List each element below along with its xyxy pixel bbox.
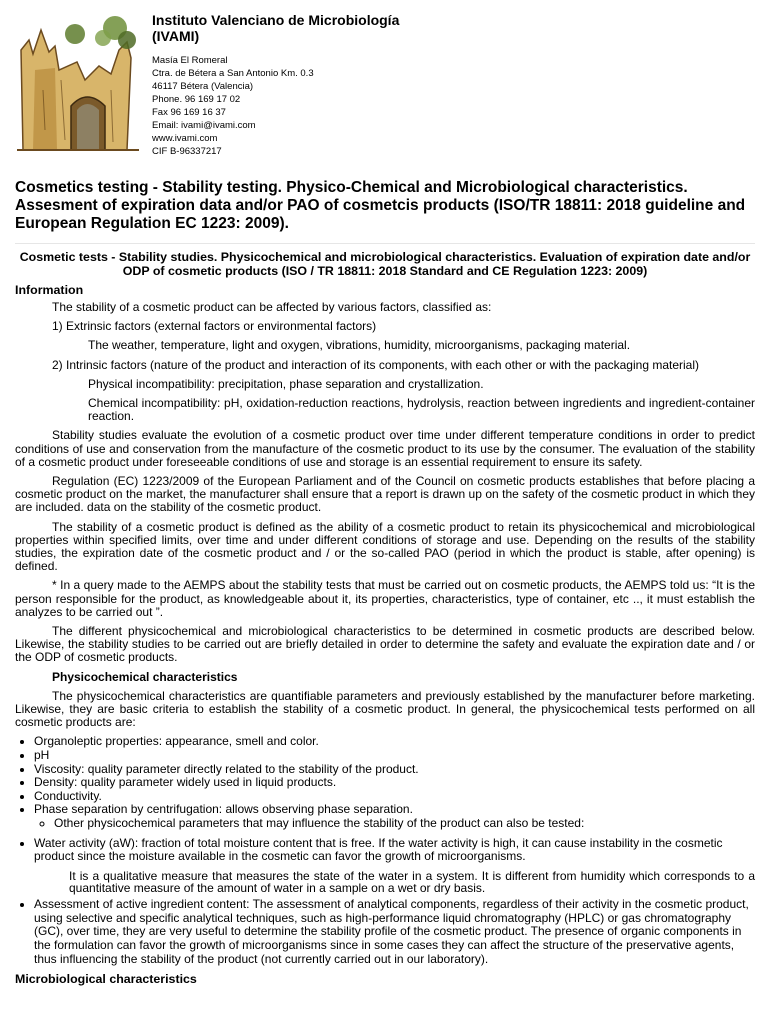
list-item-active-ingredient: • Assessment of active ingredient content: The assessment of analytical components, regardless of their activity in the cosmetic product, using selective and specific analytical techniques, such as high-performance liquid chromatography (HPLC) or gas chromatography (GC), over time, they are very useful to determine the stability profile of the cosmetic product. The presence of organic components in the formulation can favor the growth of microorganisms since in some cases they can affect the structure of the preservative agents, thus influencing the stability of the product (not currently carried out in our laboratory).	[34, 898, 755, 966]
section-heading-microbiological: Microbiological characteristics	[15, 972, 197, 987]
list-item-text: Phase separation by centrifugation: allows observing phase separation.	[34, 802, 413, 817]
institute-info	[152, 12, 399, 158]
institute-name: Instituto Valenciano de Microbiología (IVAMI)	[152, 12, 400, 44]
sub-list	[34, 817, 755, 831]
water-activity-text: Water activity (aW): fraction of total moisture content that is free. If the water activity is high, it can cause instability in the cosmetic product since the moisture available in the cosmetic can favor the growth of microorganisms.	[34, 835, 723, 864]
chemical-incompatibility: Chemical incompatibility: pH, oxidation-reduction reactions, hydrolysis, reaction between ingredients and ingredient-container reaction.	[88, 396, 755, 424]
section-heading-physicochemical: Physicochemical characteristics	[52, 669, 238, 684]
intro-text: The stability of a cosmetic product can be affected by various factors, classified as:	[52, 300, 492, 314]
water-activity-note: It is a qualitative measure that measures the state of the water in a system. It is different from humidity which corresponds to a quantitative measure of the amount of water in a sample on a wet or dry basis.	[69, 868, 755, 896]
factor-extrinsic-desc: The weather, temperature, light and oxygen, vibrations, humidity, microorganisms, packaging material.	[88, 338, 631, 353]
article-subtitle: Cosmetic tests - Stability studies. Physicochemical and microbiological characteristics. Evaluation of expiration date and/or ODP of cosmetic products (ISO / TR 18811: 2018 Standard and CE Regulation 1223: 2009)	[19, 250, 751, 278]
divider	[15, 243, 755, 244]
fax-line: Fax 96 169 16 37	[152, 107, 226, 118]
list-item-water-activity	[34, 837, 755, 864]
paragraph-stability-definition: The stability of a cosmetic product is defined as the ability of a cosmetic product to retain its physicochemical and microbiological properties within specified limits, over time and under different conditions of storage and use. Depending on the results of the stability studies, the expiration date of the cosmetic product and / or the so-called PAO (period in which the product is stable, after opening) is defined.	[15, 519, 755, 574]
email-line[interactable]: Email: ivami@ivami.com	[152, 120, 256, 131]
factor-intrinsic-label: 2) Intrinsic factors (nature of the product and interaction of its components, with each other or with the packaging material)	[52, 357, 699, 372]
list-item: • Conductivity.	[34, 790, 755, 804]
paragraph-characteristics-intro: The different physicochemical and microbiological characteristics to be determined in cosmetic products are described below. Likewise, the stability studies to be carried out are briefly detailed in order to determine the safety and evaluate the expiration date and / or the ODP of cosmetic products.	[15, 624, 755, 665]
institute-address	[152, 54, 399, 158]
phone-line: Phone. 96 169 17 02	[152, 94, 241, 105]
paragraph-aemps-query: * In a query made to the AEMPS about the stability tests that must be carried out on cosmetic products, the AEMPS told us: “It is the person responsible for the product, as knowledgeable about it, its properties, characteristics, type of container, etc .., it must establish the analyzes to be carried out ”.	[15, 578, 755, 619]
water-activity-list	[15, 837, 755, 864]
paragraph-physicochemical: The physicochemical characteristics are quantifiable parameters and previously established by the manufacturer before marketing. Likewise, they are basic criteria to establish the stability of a cosmetic product. In general, the physicochemical tests performed on all cosmetic products are:	[15, 688, 755, 730]
active-ingredient-list	[15, 898, 755, 966]
physical-incompatibility: Physical incompatibility: precipitation, phase separation and crystallization.	[88, 376, 484, 391]
paragraph-stability-studies: Stability studies evaluate the evolution of a cosmetic product over time under different temperature conditions in order to predict conditions of use and conservation from the manufacture of the cosmetic product to its use by the consumer. The evaluation of the stability of a cosmetic product under foreseeable conditions of use and storage is an essential requirement to ensure its safety.	[15, 428, 755, 469]
sub-list-item: ◦ Other physicochemical parameters that may influence the stability of the product can also be tested:	[54, 817, 755, 831]
list-item: • Density: quality parameter widely used in liquid products.	[34, 776, 755, 790]
section-heading-information: Information	[15, 283, 84, 297]
list-item	[34, 803, 755, 830]
list-item: • Viscosity: quality parameter directly related to the stability of the product.	[34, 763, 755, 777]
cif-line: CIF B-96337217	[152, 146, 222, 157]
article-body	[15, 250, 755, 990]
page-header	[15, 10, 755, 160]
list-item: • Organoleptic properties: appearance, smell and color.	[34, 735, 755, 749]
page-title: Cosmetics testing - Stability testing. Physico-Chemical and Microbiological characteristics. Assesment of expiration data and/or PAO of cosmetcis products (ISO/TR 18811: 2018 guideline and European Regulation EC 1223: 2009).	[15, 179, 746, 232]
paragraph-regulation: Regulation (EC) 1223/2009 of the European Parliament and of the Council on cosmetic products establishes that before placing a cosmetic product on the market, the manufacturer shall ensure that a report is drawn up on the safety of the cosmetic product in which they are included. data on the stability of the cosmetic product.	[15, 474, 755, 515]
address-line: 46117 Bétera (Valencia)	[152, 81, 254, 92]
factor-extrinsic-label: 1) Extrinsic factors (external factors or environmental factors)	[52, 319, 377, 334]
physicochemical-test-list	[15, 735, 755, 830]
address-line: Masía El Romeral	[152, 55, 228, 66]
website-link[interactable]: www.ivami.com	[152, 133, 218, 144]
institute-logo	[15, 10, 141, 158]
address-line: Ctra. de Bétera a San Antonio Km. 0.3	[152, 68, 314, 79]
list-item: • pH	[34, 749, 755, 763]
